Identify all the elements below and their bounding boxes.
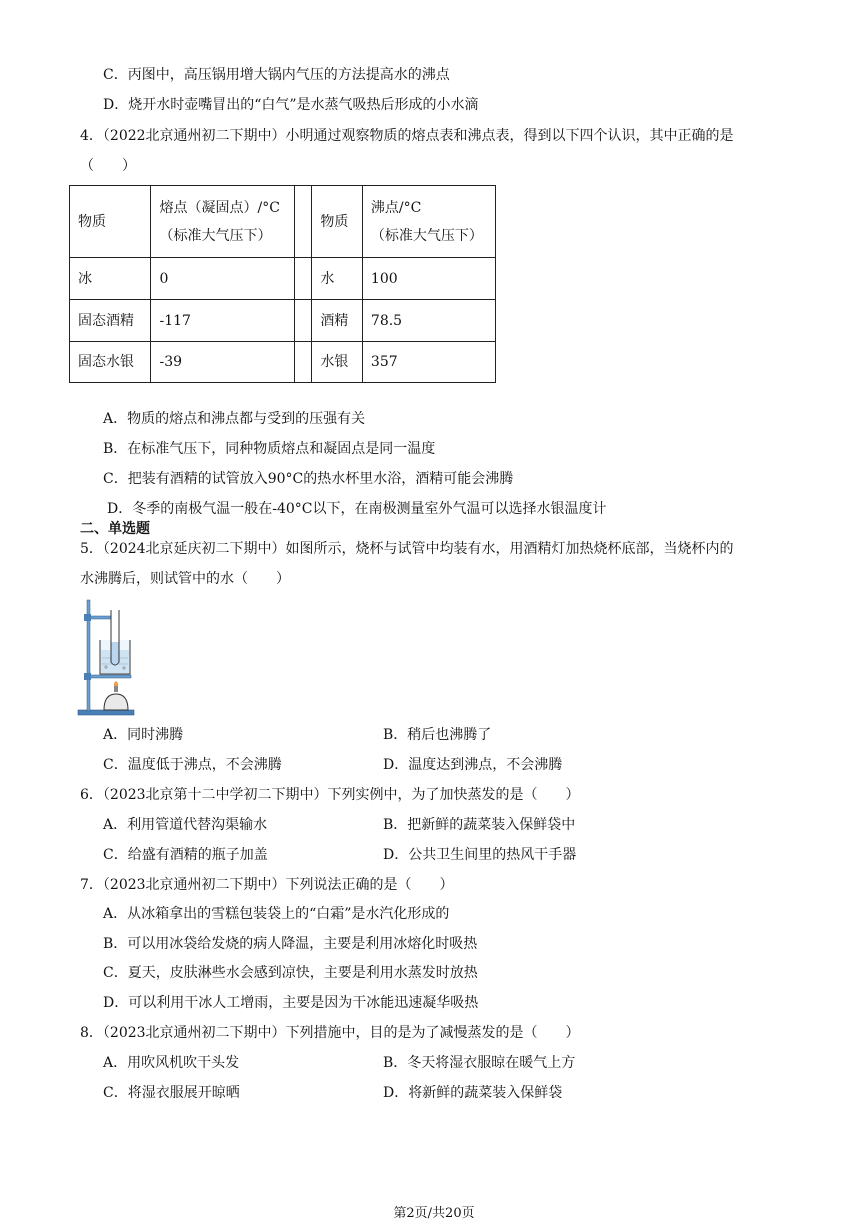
- beaker-test-tube-figure: [76, 598, 136, 718]
- q3-option-d: D．烧开水时壶嘴冒出的“白气”是水蒸气吸热后形成的小水滴: [103, 97, 479, 113]
- q4-blank: （ ）: [80, 158, 136, 174]
- q5-option-a: A．同时沸腾: [103, 727, 184, 743]
- q4-option-d: D．冬季的南极气温一般在-40°C以下，在南极测量室外气温可以选择水银温度计: [107, 501, 607, 517]
- cell-boil: 100: [362, 258, 495, 300]
- q5-option-c: C．温度低于沸点，不会沸腾: [103, 757, 282, 773]
- cell-boil: 78.5: [362, 300, 495, 342]
- q8-option-d: D．将新鲜的蔬菜装入保鲜袋: [383, 1085, 563, 1101]
- cell-boil: 357: [362, 342, 495, 383]
- q7-option-c: C．夏天，皮肤淋些水会感到凉快，主要是利用水蒸发时放热: [103, 965, 478, 981]
- table-gap: [294, 258, 312, 300]
- table-gap: [294, 186, 312, 258]
- cell-melt: 0: [151, 258, 294, 300]
- q8-option-b: B．冬天将湿衣服晾在暖气上方: [383, 1055, 576, 1071]
- cell-solid: 固态酒精: [70, 300, 151, 342]
- q8-option-a: A．用吹风机吹干头发: [103, 1055, 240, 1071]
- table-row: [70, 342, 496, 383]
- cell-liquid: 酒精: [312, 300, 363, 342]
- header-boiling-point: 沸点/°C （标准大气压下）: [362, 186, 495, 258]
- melting-boiling-table: [69, 185, 496, 383]
- cell-melt: -39: [151, 342, 294, 383]
- table-row: [70, 258, 496, 300]
- q8-stem: 8．（2023北京通州初二下期中）下列措施中，目的是为了减慢蒸发的是（ ）: [80, 1025, 580, 1041]
- q4-stem: 4．（2022北京通州初二下期中）小明通过观察物质的熔点表和沸点表，得到以下四个认识，其中正确的是: [80, 128, 734, 144]
- q4-option-b: B．在标准气压下，同种物质熔点和凝固点是同一温度: [103, 441, 436, 457]
- cell-liquid: 水: [312, 258, 363, 300]
- q6-option-c: C．给盛有酒精的瓶子加盖: [103, 847, 268, 863]
- table-gap: [294, 300, 312, 342]
- cell-solid: 冰: [70, 258, 151, 300]
- table-gap: [294, 342, 312, 383]
- q7-stem: 7．（2023北京通州初二下期中）下列说法正确的是（ ）: [80, 877, 454, 893]
- page-number: 第2页/共20页: [393, 1206, 475, 1221]
- q5-stem-line2: 水沸腾后，则试管中的水（ ）: [80, 571, 290, 587]
- header-substance-2: 物质: [312, 186, 363, 258]
- section-title-single-choice: 二、单选题: [80, 521, 150, 537]
- table-row: [70, 300, 496, 342]
- cell-melt: -117: [151, 300, 294, 342]
- cell-solid: 固态水银: [70, 342, 151, 383]
- q6-option-a: A．利用管道代替沟渠输水: [103, 817, 268, 833]
- q5-option-b: B．稍后也沸腾了: [383, 727, 492, 743]
- q7-option-b: B．可以用冰袋给发烧的病人降温，主要是利用冰熔化时吸热: [103, 936, 478, 952]
- q5-stem-line1: 5．（2024北京延庆初二下期中）如图所示，烧杯与试管中均装有水，用酒精灯加热烧杯底部，当烧杯内的: [80, 541, 734, 557]
- q3-option-c: C．丙图中，高压锅用增大锅内气压的方法提高水的沸点: [103, 67, 450, 83]
- q6-stem: 6．（2023北京第十二中学初二下期中）下列实例中，为了加快蒸发的是（ ）: [80, 787, 580, 803]
- q6-option-b: B．把新鲜的蔬菜装入保鲜袋中: [383, 817, 576, 833]
- q6-option-d: D．公共卫生间里的热风干手器: [383, 847, 577, 863]
- header-melting-point: 熔点（凝固点）/°C （标准大气压下）: [151, 186, 294, 258]
- header-substance: 物质: [70, 186, 151, 258]
- q4-option-a: A．物质的熔点和沸点都与受到的压强有关: [103, 411, 366, 427]
- q4-option-c: C．把装有酒精的试管放入90°C的热水杯里水浴，酒精可能会沸腾: [103, 471, 514, 487]
- q8-option-c: C．将湿衣服展开晾晒: [103, 1085, 240, 1101]
- cell-liquid: 水银: [312, 342, 363, 383]
- q7-option-a: A．从冰箱拿出的雪糕包装袋上的“白霜”是水汽化形成的: [103, 906, 450, 922]
- q7-option-d: D．可以利用干冰人工增雨，主要是因为干冰能迅速凝华吸热: [103, 995, 479, 1011]
- q5-option-d: D．温度达到沸点，不会沸腾: [383, 757, 563, 773]
